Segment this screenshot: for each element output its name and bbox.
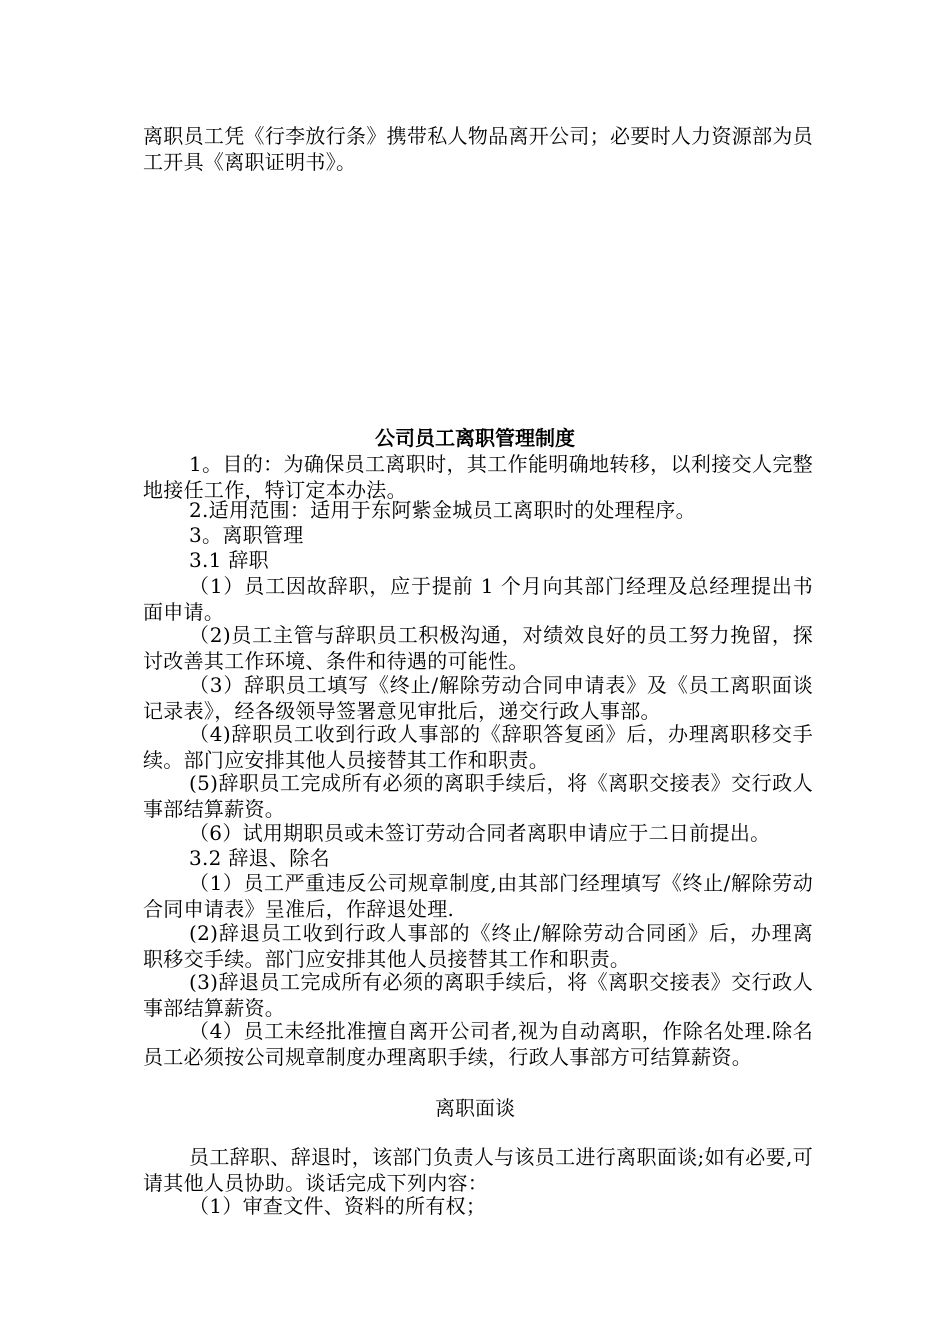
item-section-3-2: 3.2 辞退、除名 bbox=[189, 846, 330, 870]
item-3-1-2: （2)员工主管与辞职员工积极沟通，对绩效良好的员工努力挽留，探讨改善其工作环境、条件和待遇的可能性。 bbox=[143, 623, 813, 673]
section-title-interview: 离职面谈 bbox=[435, 1096, 515, 1120]
item-3-1-5: (5)辞职员工完成所有必须的离职手续后，将《离职交接表》交行政人事部结算薪资。 bbox=[143, 771, 813, 821]
interview-item-1: （1）审查文件、资料的所有权； bbox=[189, 1194, 487, 1218]
item-3-2-2: (2)辞退员工收到行政人事部的《终止/解除劳动合同函》后，办理离职移交手续。部门应安排其他人员接替其工作和职责。 bbox=[143, 921, 813, 971]
interview-paragraph: 员工辞职、辞退时，该部门负责人与该员工进行离职面谈;如有必要,可请其他人员协助。谈话完成下列内容： bbox=[143, 1145, 813, 1195]
top-paragraph: 离职员工凭《行李放行条》携带私人物品离开公司；必要时人力资源部为员工开具《离职证明书》。 bbox=[143, 124, 813, 174]
item-resign-management: 3。离职管理 bbox=[189, 523, 304, 547]
item-3-1-3: （3）辞职员工填写《终止/解除劳动合同申请表》及《员工离职面谈记录表》，经各级领导签署意见审批后，递交行政人事部。 bbox=[143, 673, 813, 723]
item-purpose: 1。目的：为确保员工离职时，其工作能明确地转移，以利接交人完整地接任工作，特订定本办法。 bbox=[143, 452, 813, 502]
item-3-2-4: （4）员工未经批准擅自离开公司者,视为自动离职，作除名处理.除名员工必须按公司规章制度办理离职手续，行政人事部方可结算薪资。 bbox=[143, 1019, 813, 1069]
item-section-3-1: 3.1 辞职 bbox=[189, 548, 269, 572]
item-3-2-1: （1）员工严重违反公司规章制度,由其部门经理填写《终止/解除劳动合同申请表》呈准后，作辞退处理. bbox=[143, 871, 813, 921]
item-3-1-4: （4)辞职员工收到行政人事部的《辞职答复函》后，办理离职移交手续。部门应安排其他人员接替其工作和职责。 bbox=[143, 722, 813, 772]
document-title: 公司员工离职管理制度 bbox=[375, 426, 575, 450]
item-3-2-3: (3)辞退员工完成所有必须的离职手续后，将《离职交接表》交行政人事部结算薪资。 bbox=[143, 970, 813, 1020]
item-3-1-6: （6）试用期职员或未签订劳动合同者离职申请应于二日前提出。 bbox=[189, 821, 771, 845]
item-scope: 2.适用范围：适用于东阿紫金城员工离职时的处理程序。 bbox=[189, 498, 696, 522]
item-3-1-1: （1）员工因故辞职，应于提前 1 个月向其部门经理及总经理提出书面申请。 bbox=[143, 574, 813, 624]
